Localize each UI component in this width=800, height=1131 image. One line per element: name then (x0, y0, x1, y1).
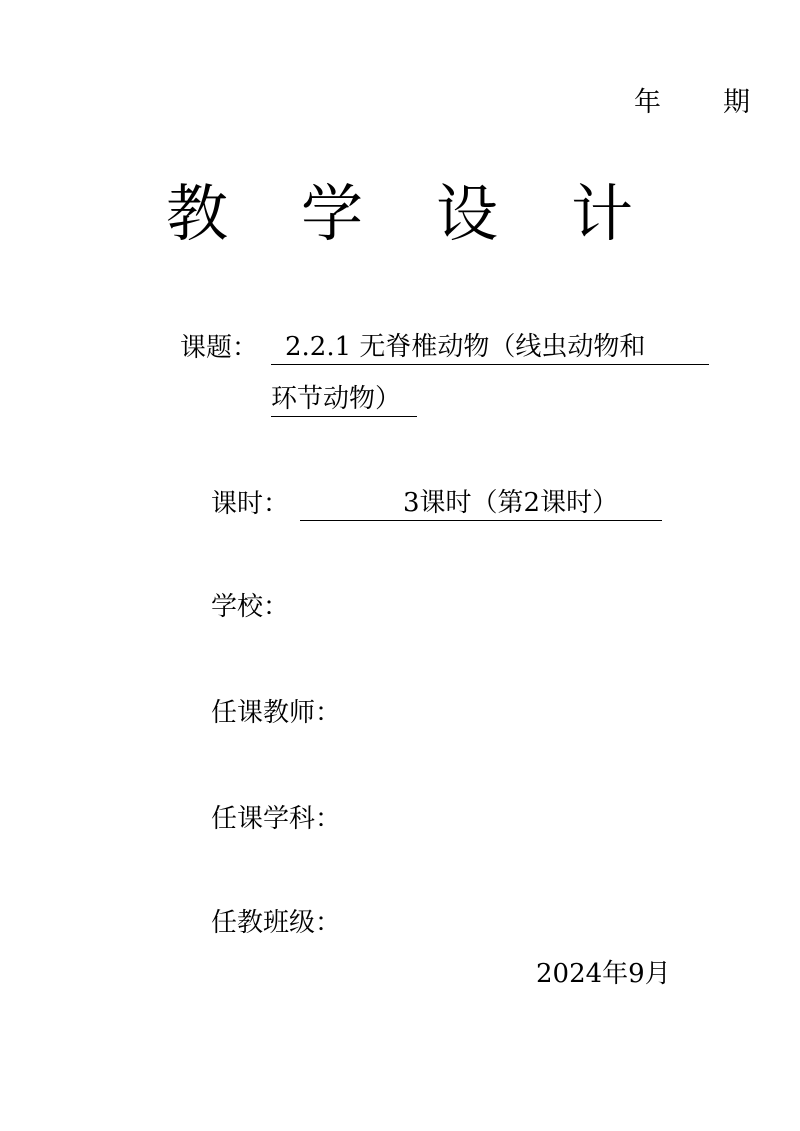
topic-value-line2 (271, 382, 417, 417)
topic-label: 课题： (180, 333, 259, 363)
hours-value (300, 486, 662, 521)
topic-text-line2: 环节动物） (271, 382, 417, 417)
topic-text-line1: 2.2.1 无脊椎动物（线虫动物和 (271, 330, 709, 365)
teacher-label: 任课教师： (211, 698, 342, 728)
title-char-4: 计 (571, 177, 634, 250)
document-title (166, 178, 633, 250)
hours-label: 课时： (211, 489, 290, 519)
title-char-1: 教 (166, 177, 229, 250)
class-label: 任教班级： (211, 908, 342, 938)
year-term-header (634, 80, 750, 119)
title-char-2: 学 (301, 177, 364, 250)
subject-label: 任课学科： (211, 804, 342, 834)
year-char: 年 (634, 87, 661, 118)
document-date: 2024年9月 (536, 959, 671, 989)
hours-text: 3课时（第2课时） (300, 486, 662, 521)
term-char: 期 (723, 87, 750, 118)
title-char-3: 设 (436, 177, 499, 250)
school-label: 学校： (211, 592, 290, 622)
topic-value-line1 (271, 330, 709, 365)
